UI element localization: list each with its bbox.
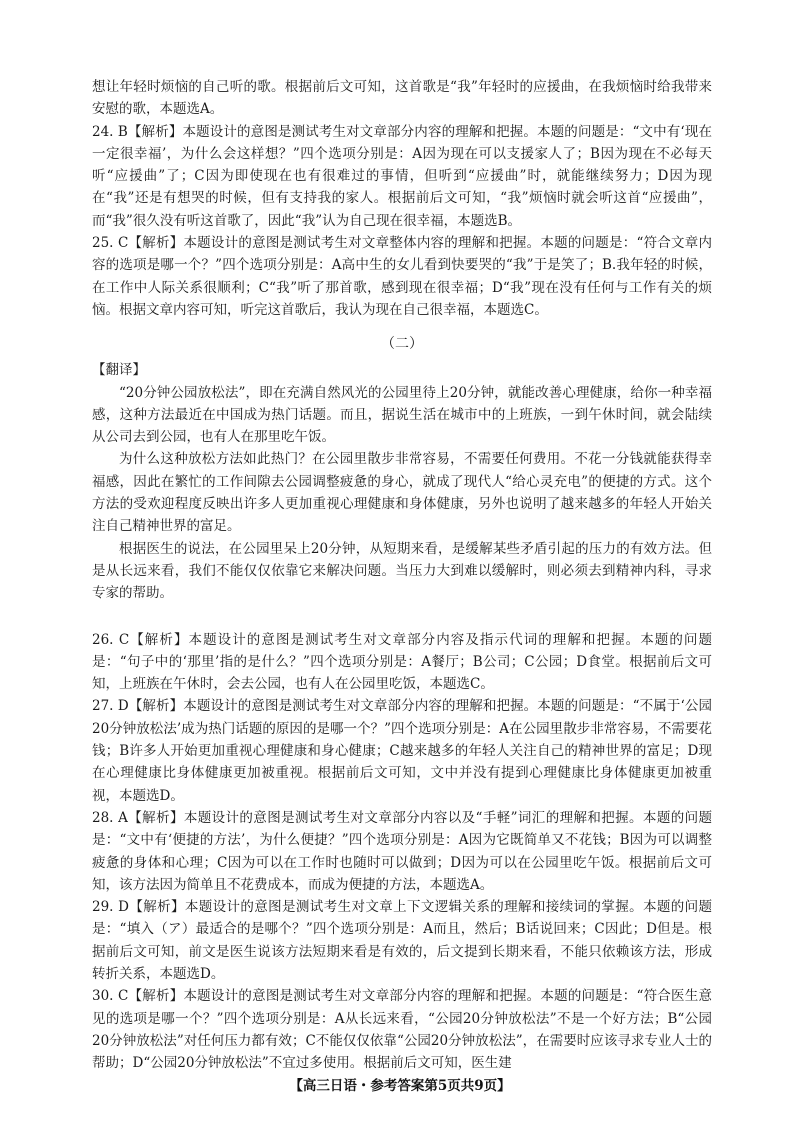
q28-explanation: 28. A【解析】本题设计的意图是测试考生对文章部分内容以及“手軽”词汇的理解和把握。本题的问题是：“文中有‘便捷的方法’，为什么便捷？”四个选项分别是：A因为它既简单又不花钱；B因为可以调整疲惫的身体和心理；C因为可以在工作时也随时可以做到；D因为可以在公园里吃午饭。根据前后文可知，该方法因为简单且不花费成本，而成为便捷的方法，本题选A。 <box>92 809 712 893</box>
q29-explanation: 29. D【解析】本题设计的意图是测试考生对文章上下文逻辑关系的理解和接续词的掌握。本题的问题是：“填入（ア）最适合的是哪个？”四个选项分别是：A而且，然后；B话说回来；C因此；D但是。根据前后文可知，前文是医生说该方法短期来看是有效的，后文提到长期来看，不能只依赖该方法，形成转折关系，本题选D。 <box>92 899 712 982</box>
q27-explanation: 27. D【解析】本题设计的意图是测试考生对文章部分内容的理解和把握。本题的问题是：“不属于‘公园20分钟放松法’成为热门话题的原因的是哪一个？”四个选项分别是：A在公园里散步非常容易，不需要花钱；B许多人开始更加重视心理健康和身心健康；C越来越多的年轻人关注自己的精神世界的富足；D现在心理健康比身体健康更加被重视。根据前后文可知，文中并没有提到心理健康比身体健康更加被重视，本题选D。 <box>92 698 712 804</box>
q30-explanation: 30. C【解析】本题设计的意图是测试考生对文章部分内容的理解和把握。本题的问题是：“符合医生意见的选项是哪一个？”四个选项分别是：A从长远来看，“公园20分钟放松法”不是一个好方法；B“公园20分钟放松法”对任何压力都有效；C不能仅仅依靠“公园20分钟放松法”，在需要时应该寻求专业人士的帮助；D“公园20分钟放松法”不宜过多使用。根据前后文可知，医生建 <box>92 988 712 1072</box>
page-footer: 【高三日语・参考答案第5页共9页】 <box>289 1078 511 1094</box>
q23-explanation-continuation: 想让年轻时烦恼的自己听的歌。根据前后文可知，这首歌是“我”年轻时的应援曲，在我烦恼时给我带来安慰的歌，本题选A。 <box>92 79 712 118</box>
translation-paragraph: 根据医生的说法，在公园里呆上20分钟，从短期来看，是缓解某些矛盾引起的压力的有效方法。但是从长远来看，我们不能仅仅依靠它来解决问题。当压力大到难以缓解时，则必须去到精神内科，寻求专家的帮助。 <box>92 540 712 602</box>
spacer <box>92 605 712 629</box>
q25-explanation: 25. C【解析】本题设计的意图是测试考生对文章整体内容的理解和把握。本题的问题是：“符合文章内容的选项是哪一个？”四个选项分别是：A高中生的女儿看到快要哭的“我”于是笑了；B.我年轻的时候，在工作中人际关系很顺利；C“我”听了那首歌，感到现在很幸福；D“我”现在没有任何与工作有关的烦恼。根据文章内容可知，听完这首歌后，我认为现在自己很幸福，本题选C。 <box>92 235 712 318</box>
q24-explanation: 24. B【解析】本题设计的意图是测试考生对文章部分内容的理解和把握。本题的问题是：“文中有‘现在一定很幸福’，为什么会这样想？”四个选项分别是：A因为现在可以支援家人了；B因为现在不必每天听“应援曲”了；C因为即使现在也有很难过的事情，但听到“应援曲”时，就能继续努力；D因为现在“我”还是有想哭的时候，但有支持我的家人。根据前后文可知，“我”烦恼时就会听这首“应援曲”，而“我”很久没有听这首歌了，因此“我”认为自己现在很幸福，本题选B。 <box>92 123 712 229</box>
translation-paragraph: 为什么这种放松方法如此热门？在公园里散步非常容易，不需要任何费用。不花一分钱就能获得幸福感，因此在繁忙的工作间隙去公园调整疲惫的身心，就成了现代人“给心灵充电”的便捷的方式。这个方法的受欢迎程度反映出许多人更加重视心理健康和身体健康，另外也说明了越来越多的年轻人开始关注自己精神世界的富足。 <box>92 451 712 535</box>
answer-key-page <box>92 76 712 1074</box>
translation-paragraph: “20分钟公园放松法”，即在充满自然风光的公园里待上20分钟，就能改善心理健康，给你一种幸福感，这种方法最近在中国成为热门话题。而且，据说生活在城市中的上班族，一到午休时间，就会陆续从公司去到公园，也有人在那里吃午饭。 <box>92 384 712 446</box>
q26-explanation: 26. C【解析】本题设计的意图是测试考生对文章部分内容及指示代词的理解和把握。本题的问题是：“句子中的‘那里’指的是什么？”四个选项分别是：A餐厅；B公司；C公园；D食堂。根据前后文可知，上班族在午休时，会去公园，也有人在公园里吃饭，本题选C。 <box>92 631 712 693</box>
section-two-heading: （二） <box>381 336 423 353</box>
translation-heading: 【翻译】 <box>92 362 146 379</box>
